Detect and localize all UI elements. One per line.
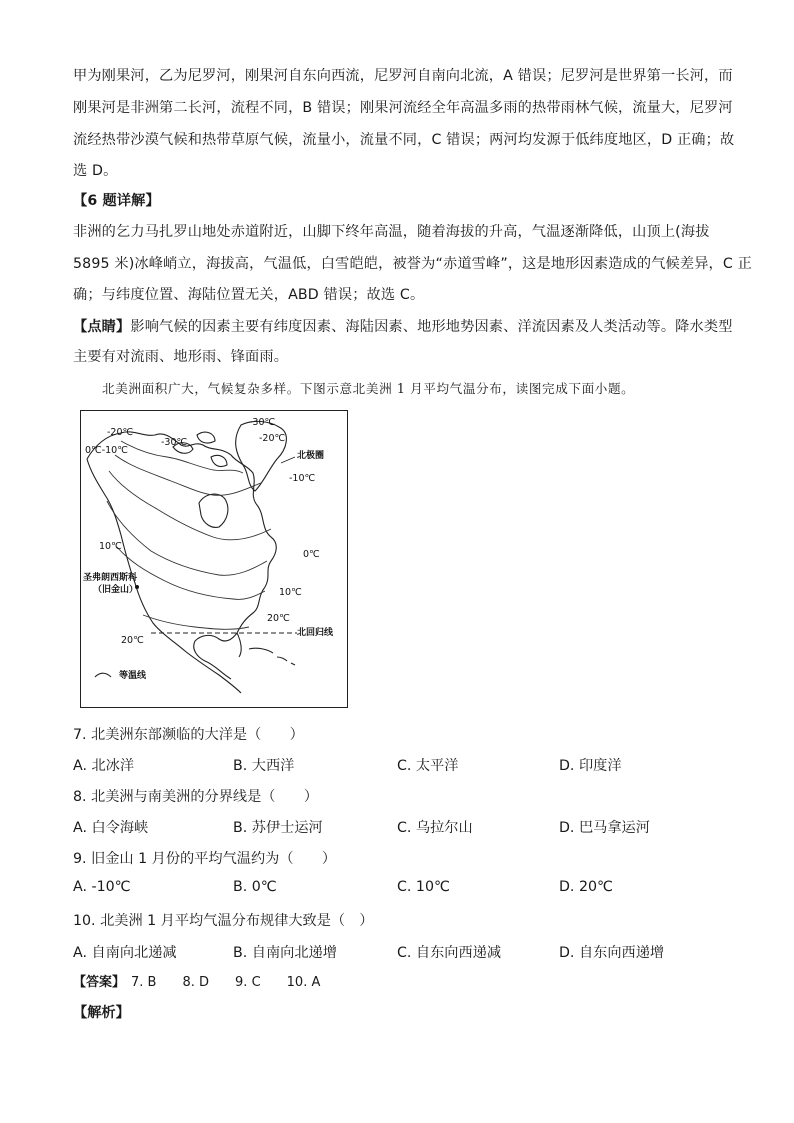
answer-line — [73, 971, 340, 990]
isotherm-m20 — [115, 455, 261, 495]
caribbean — [249, 648, 295, 665]
legend-label: 等温线 — [119, 671, 147, 681]
isotherm-m10 — [109, 471, 271, 540]
label-arctic-circle: 北极圈 — [297, 451, 325, 461]
question-8-option-a: A. 白令海峡 — [73, 820, 149, 836]
q6-heading: 【6 题详解】 — [73, 193, 160, 209]
explanation-line-3: 流经热带沙漠气候和热带草原气候，流量小，流量不同，C 错误；两河均发源于低纬度地区，D 正确；故 — [73, 132, 735, 148]
label-m30-top: -30℃ — [249, 417, 276, 428]
question-10-option-a: A. 自南向北递减 — [73, 945, 177, 961]
label-m20-right: -20℃ — [259, 433, 286, 444]
answer-10: 10. A — [286, 975, 321, 990]
answer-9: 9. C — [235, 975, 261, 990]
question-7-stem: 7. 北美洲东部濒临的大洋是（ ） — [73, 727, 304, 743]
question-7-option-d: D. 印度洋 — [559, 758, 622, 774]
analysis-heading: 【解析】 — [73, 1005, 130, 1021]
q6-line-3: 确；与纬度位置、海陆位置无关，ABD 错误；故选 C。 — [73, 287, 425, 303]
q6-line-2: 5895 米)冰峰峭立，海拔高，气温低，白雪皑皑，被誉为“赤道雪峰”，这是地形因素造成的气候差异，C 正 — [73, 256, 752, 272]
question-9-stem: 9. 旧金山 1 月份的平均气温约为（ ） — [73, 851, 337, 867]
label-10-left: 10℃ — [99, 541, 122, 552]
label-m30-mid: -30℃ — [161, 437, 188, 448]
arctic-circle-leader — [281, 457, 295, 463]
dianjing-text: 影响气候的因素主要有纬度因素、海陆因素、地形地势因素、洋流因素及人类活动等。降水类型 — [130, 319, 733, 335]
hudson-bay — [199, 494, 228, 527]
map-intro: 北美洲面积广大，气候复杂多样。下图示意北美洲 1 月平均气温分布，读图完成下面小题。 — [102, 381, 635, 396]
question-10-option-c: C. 自东向西递减 — [397, 945, 502, 961]
q6-line-1: 非洲的乞力马扎罗山地处赤道附近，山脚下终年高温，随着海拔的升高，气温逐渐降低，山顶上(海拔 — [73, 224, 710, 240]
isotherm-10 — [117, 547, 265, 599]
answer-7: 7. B — [131, 975, 157, 990]
explanation-line-1: 甲为刚果河，乙为尼罗河，刚果河自东向西流，尼罗河自南向北流，A 错误；尼罗河是世界第一长河，而 — [73, 68, 733, 84]
question-9-option-b: B. 0℃ — [233, 879, 277, 895]
question-8-option-d: D. 巴马拿运河 — [559, 820, 650, 836]
question-8-stem: 8. 北美洲与南美洲的分界线是（ ） — [73, 789, 319, 805]
label-20-right: 20℃ — [267, 613, 290, 624]
answer-8: 8. D — [182, 975, 210, 990]
question-7-option-b: B. 大西洋 — [233, 758, 295, 774]
florida — [237, 633, 241, 657]
question-7-option-a: A. 北冰洋 — [73, 758, 135, 774]
dianjing-line-1 — [73, 317, 733, 337]
explanation-line-4: 选 D。 — [73, 163, 118, 179]
isotherm-20 — [143, 615, 249, 629]
label-m10-right: -10℃ — [289, 473, 316, 484]
north-america-isotherm-map — [80, 410, 348, 708]
greenland — [236, 421, 287, 491]
dianjing-tag: 【点睛】 — [73, 319, 131, 335]
dianjing-line-2: 主要有对流雨、地形雨、锋面雨。 — [73, 349, 289, 365]
question-8-option-b: B. 苏伊士运河 — [233, 820, 323, 836]
label-san-francisco: 圣弗朗西斯科 — [83, 573, 138, 583]
question-10-stem: 10. 北美洲 1 月平均气温分布规律大致是（ ） — [73, 913, 374, 929]
label-10-right: 10℃ — [279, 587, 302, 598]
label-m20-left: -20℃ — [107, 427, 134, 438]
explanation-line-2: 刚果河是非洲第二长河，流程不同，B 错误；刚果河流经全年高温多雨的热带雨林气候，流量大，尼罗河 — [73, 100, 733, 116]
answer-tag: 【答案】 — [73, 975, 126, 990]
question-8-option-c: C. 乌拉尔山 — [397, 820, 473, 836]
label-jiujinshan: （旧金山） — [93, 585, 139, 595]
question-9-option-a: A. -10℃ — [73, 879, 131, 895]
legend-isotherm-sample — [95, 673, 111, 677]
label-tropic-of-cancer: 北回归线 — [297, 628, 334, 638]
question-10-option-b: B. 自南向北递增 — [233, 945, 337, 961]
isotherm-0 — [107, 501, 267, 575]
label-20-left: 20℃ — [121, 635, 144, 646]
label-0-m10: 0℃-10℃ — [85, 445, 128, 456]
question-9-option-d: D. 20℃ — [559, 879, 613, 895]
question-9-option-c: C. 10℃ — [397, 879, 450, 895]
question-7-option-c: C. 太平洋 — [397, 758, 459, 774]
label-0-right: 0℃ — [303, 549, 320, 560]
question-10-option-d: D. 自东向西递增 — [559, 945, 665, 961]
